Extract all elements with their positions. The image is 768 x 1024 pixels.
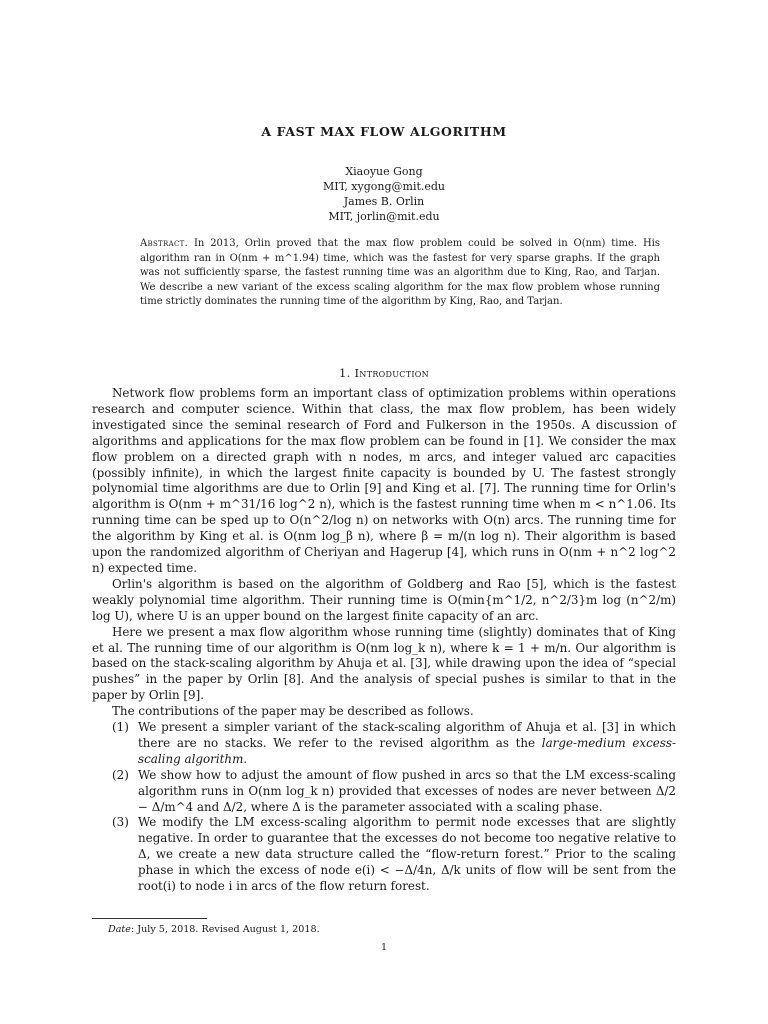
section-heading: 1. Introduction	[339, 366, 429, 380]
list-item-text: We modify the LM excess-scaling algorithm to permit node excesses that are slightly negative. In order to guarantee that the excesses do not become too negative relative to Δ, we create a new data structure called the “flow-return forest.” Prior to the scaling phase in which the excess of node e(i) < −Δ/4n, Δ/k units of flow will be sent from the root(i) to node i in arcs of the flow return forest.	[138, 815, 676, 894]
abstract-text: In 2013, Orlin proved that the max flow problem could be solved in O(nm) time. His algorithm ran in O(nm + m^1.94) time, which was the fastest for very sparse graphs. If the graph was not sufficiently sparse, the fastest running time was an algorithm due to King, Rao, and Tarjan. We describe a new variant of the excess scaling algorithm for the max flow problem whose running time strictly dominates the running time of the algorithm by King, Rao, and Tarjan.	[140, 238, 660, 308]
list-item-number: (1)	[112, 720, 129, 735]
paper-title: A FAST MAX FLOW ALGORITHM	[261, 124, 507, 139]
contributions-list	[92, 720, 676, 895]
list-item-text: We present a simpler variant of the stack-scaling algorithm of Ahuja et al. [3] in which there are no stacks. We refer to the revised algorithm as the	[138, 720, 676, 750]
author-block	[0, 164, 768, 224]
author-affiliation-2: MIT, jorlin@mit.edu	[328, 210, 440, 223]
paragraph-4: The contributions of the paper may be described as follows.	[112, 704, 474, 719]
paragraph-2: Orlin's algorithm is based on the algorithm of Goldberg and Rao [5], which is the fastest weakly polynomial time algorithm. Their running time is O(min{m^1/2, n^2/3}m log (n^2/m) log U), where U is an upper bound on the largest finite capacity of an arc.	[92, 576, 676, 623]
author-name-2: James B. Orlin	[343, 195, 425, 208]
footnote	[108, 924, 668, 935]
list-item	[92, 768, 676, 816]
footnote-text: : July 5, 2018. Revised August 1, 2018.	[130, 924, 320, 935]
abstract-label: Abstract.	[140, 238, 189, 249]
list-item-text: We show how to adjust the amount of flow pushed in arcs so that the LM excess-scaling algorithm runs in O(nm log_k n) provided that excesses of nodes are never between Δ/2 − Δ/m^4 and Δ/2, where Δ is the parameter associated with a scaling phase.	[138, 767, 676, 814]
paragraph-1: Network flow problems form an important class of optimization problems within operations research and computer science. Within that class, the max flow problem, has been widely investigated since the seminal research of Ford and Fulkerson in the 1950s. A discussion of algorithms and applications for the max flow problem can be found in [1]. We consider the max flow problem on a directed graph with n nodes, m arcs, and integer valued arc capacities (possibly infinite), in which the largest finite capacity is bounded by U. The fastest strongly polynomial time algorithms are due to Orlin [9] and King et al. [7]. The running time for Orlin's algorithm is O(nm + m^31/16 log^2 n), which is the fastest running time when m < n^1.06. Its running time can be sped up to O(n^2/log n) on networks with O(n) arcs. The running time for the algorithm by King et al. is O(nm log_β n), where β = m/(n log n). Their algorithm is based upon the randomized algorithm of Cheriyan and Hagerup [4], which runs in O(nm + n^2 log^2 n) expected time.	[92, 386, 676, 575]
list-item-tail: .	[243, 751, 248, 766]
abstract	[140, 237, 660, 310]
paragraph-3: Here we present a max flow algorithm whose running time (slightly) dominates that of King et al. The running time of our algorithm is O(nm log_k n), where k = 1 + m/n. Our algorithm is based on the stack-scaling algorithm by Ahuja et al. [3], while drawing upon the idea of “special pushes” in the paper by Orlin [8]. And the analysis of special pushes is similar to that in the paper by Orlin [9].	[92, 624, 676, 703]
page-number: 1	[380, 942, 388, 953]
list-item-number: (2)	[112, 767, 129, 782]
footnote-label: Date	[108, 924, 131, 935]
author-name-1: Xiaoyue Gong	[345, 165, 423, 178]
list-item	[92, 720, 676, 768]
footnote-rule	[92, 918, 207, 919]
list-item	[92, 815, 676, 895]
list-item-number: (3)	[112, 815, 129, 830]
list-item-emphasis: large-medium excess-scaling algorithm	[138, 735, 677, 766]
introduction-body	[92, 386, 676, 895]
author-affiliation-1: MIT, xygong@mit.edu	[322, 180, 446, 193]
